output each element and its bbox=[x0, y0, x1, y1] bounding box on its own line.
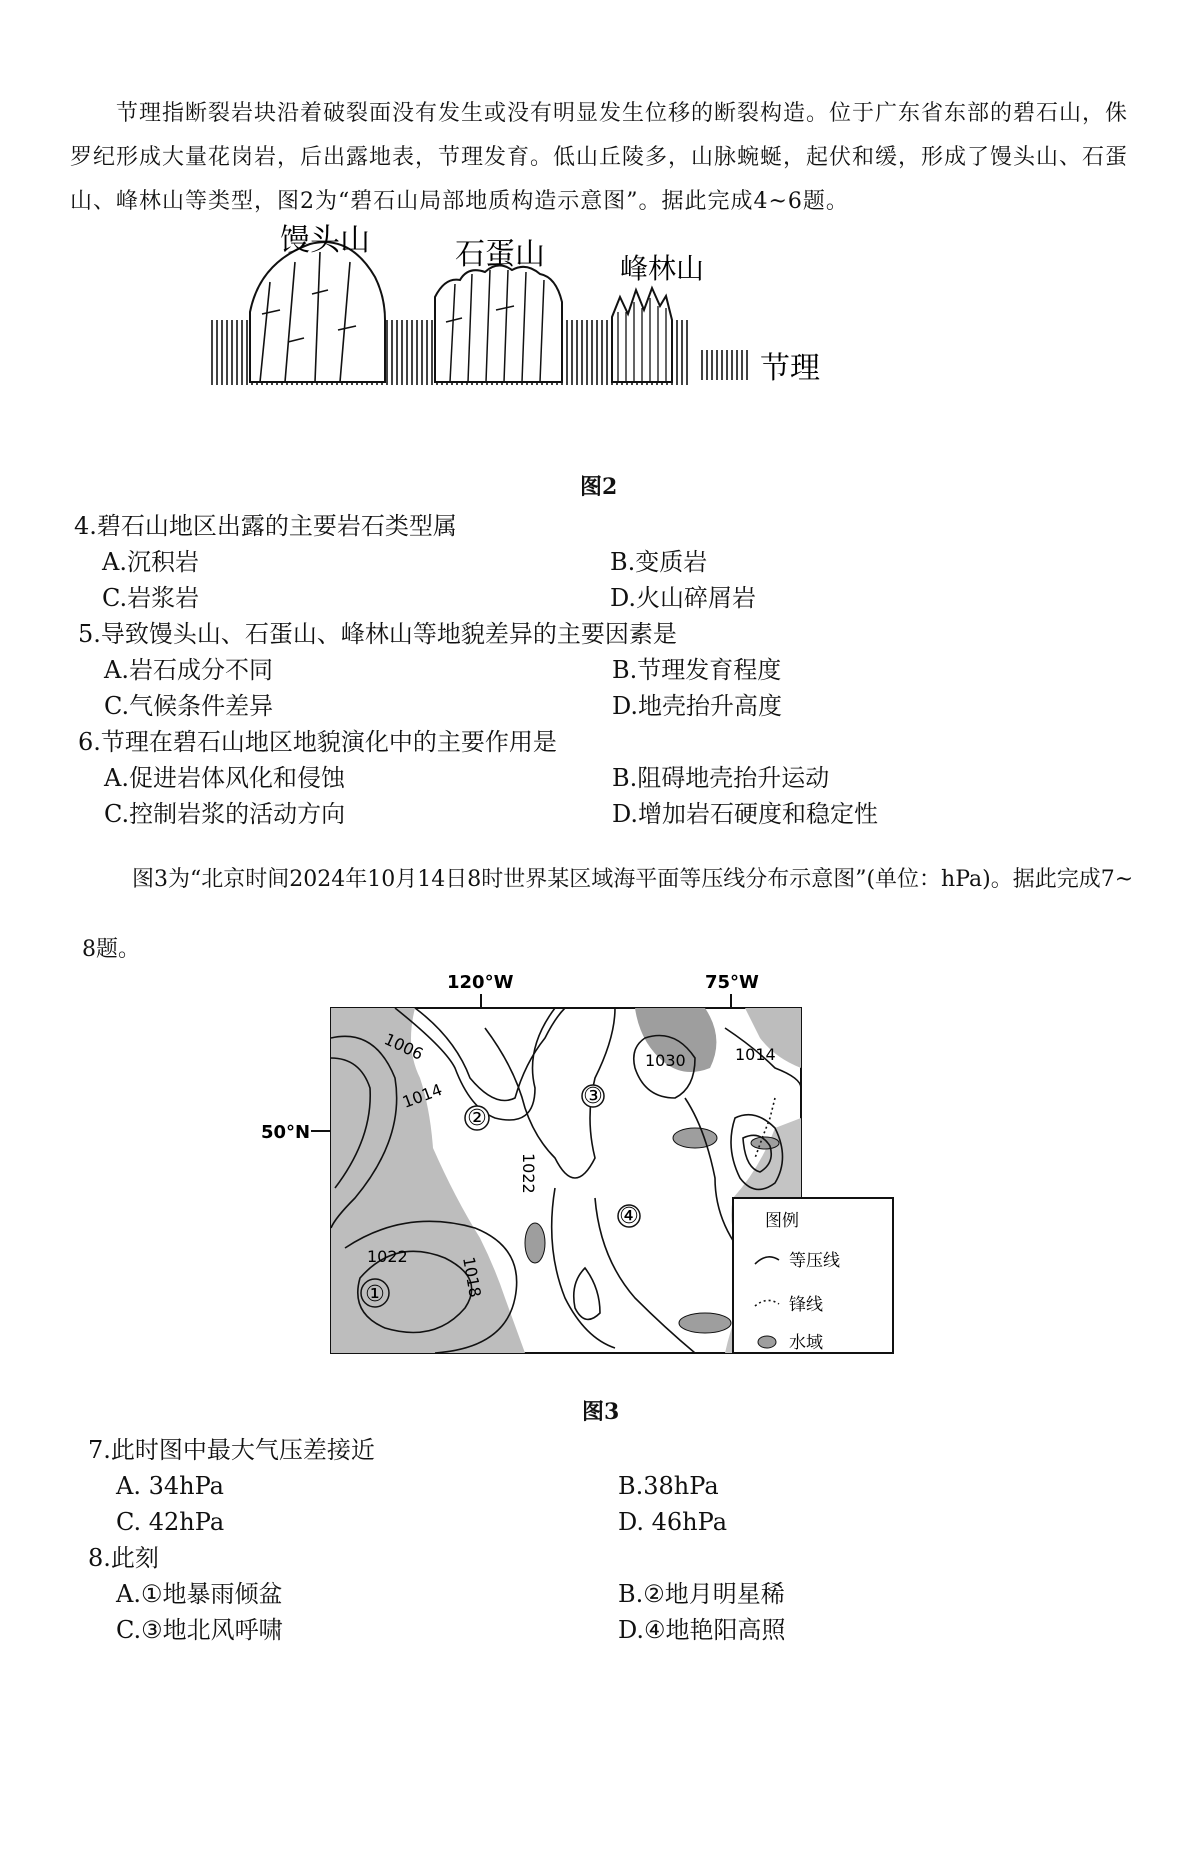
isobar-label-1006: 1006 bbox=[381, 1029, 427, 1064]
question-6-option-d[interactable]: D.增加岩石硬度和稳定性 bbox=[612, 800, 879, 828]
question-5-option-b[interactable]: B.节理发育程度 bbox=[612, 656, 782, 684]
legend-isobar-label: 等压线 bbox=[789, 1251, 840, 1271]
question-7-option-a[interactable]: A. 34hPa bbox=[116, 1472, 224, 1500]
label-shidan: 石蛋山 bbox=[455, 237, 545, 272]
legend-joint-label: 节理 bbox=[760, 351, 820, 386]
question-7-option-b[interactable]: B.38hPa bbox=[618, 1472, 719, 1500]
question-4-option-d[interactable]: D.火山碎屑岩 bbox=[610, 584, 757, 612]
passage-2-line-1: 图3为“北京时间2024年10月14日8时世界某区域海平面等压线分布示意图”(单位：hPa)。据此完成7~ bbox=[132, 867, 1134, 892]
question-4-stem: 4.碧石山地区出露的主要岩石类型属 bbox=[74, 512, 457, 540]
question-4-option-a[interactable]: A.沉积岩 bbox=[102, 548, 199, 576]
figure-3-caption: 图3 bbox=[582, 1399, 620, 1425]
isobar-label-1022-center: 1022 bbox=[519, 1153, 538, 1194]
isobar-label-1014-west: 1014 bbox=[399, 1079, 445, 1112]
question-4-option-c[interactable]: C.岩浆岩 bbox=[102, 584, 200, 612]
map-legend bbox=[733, 1198, 893, 1353]
passage-intro-1 bbox=[70, 92, 1130, 224]
figure-3-isobar-map bbox=[255, 968, 935, 1368]
question-6-option-a[interactable]: A.促进岩体风化和侵蚀 bbox=[104, 764, 345, 792]
legend-water-icon bbox=[758, 1336, 776, 1348]
question-8-option-a[interactable]: A.①地暴雨倾盆 bbox=[116, 1580, 283, 1608]
question-7-stem: 7.此时图中最大气压差接近 bbox=[88, 1436, 375, 1464]
isobar-label-1022-west: 1022 bbox=[367, 1247, 408, 1266]
question-5-option-c[interactable]: C.气候条件差异 bbox=[104, 692, 274, 720]
question-7-option-d[interactable]: D. 46hPa bbox=[618, 1508, 728, 1536]
legend-joint-swatch bbox=[700, 350, 750, 380]
passage-1-text: 节理指断裂岩块沿着破裂面没有发生或没有明显发生位移的断裂构造。位于广东省东部的碧石山，侏罗纪形成大量花岗岩，后出露地表，节理发育。低山丘陵多，山脉蜿蜒，起伏和缓，形成了馒头山、石蛋山、峰林山等类型，图2为“碧石山局部地质构造示意图”。据此完成4~6题。 bbox=[70, 101, 1129, 214]
isobar-label-1014-east: 1014 bbox=[735, 1045, 776, 1064]
lat-label-50n: 50°N bbox=[261, 1122, 311, 1143]
isobar-label-1030: 1030 bbox=[645, 1051, 686, 1070]
point-2: ② bbox=[467, 1106, 487, 1131]
great-lakes bbox=[673, 1128, 717, 1148]
lon-label-75w: 75°W bbox=[705, 972, 759, 993]
lon-label-120w: 120°W bbox=[447, 972, 514, 993]
point-1: ① bbox=[365, 1282, 385, 1307]
isobar-label-1018: 1018 bbox=[459, 1255, 485, 1299]
question-5-stem: 5.导致馒头山、石蛋山、峰林山等地貌差异的主要因素是 bbox=[78, 620, 677, 648]
label-fenglin: 峰林山 bbox=[620, 252, 705, 285]
point-3: ③ bbox=[583, 1084, 603, 1109]
question-8-option-c[interactable]: C.③地北风呼啸 bbox=[116, 1616, 283, 1644]
question-5-option-a[interactable]: A.岩石成分不同 bbox=[104, 656, 273, 684]
legend-title: 图例 bbox=[765, 1211, 799, 1231]
question-6-option-c[interactable]: C.控制岩浆的活动方向 bbox=[104, 800, 346, 828]
question-8-stem: 8.此刻 bbox=[88, 1544, 159, 1572]
point-4: ④ bbox=[619, 1204, 639, 1229]
question-6-option-b[interactable]: B.阻碍地壳抬升运动 bbox=[612, 764, 830, 792]
legend-front-label: 锋线 bbox=[789, 1295, 823, 1315]
figure-2-geology-diagram bbox=[200, 222, 840, 437]
question-6-stem: 6.节理在碧石山地区地貌演化中的主要作用是 bbox=[78, 728, 557, 756]
passage-2-line-2: 8题。 bbox=[82, 937, 140, 962]
question-8-option-d[interactable]: D.④地艳阳高照 bbox=[618, 1616, 786, 1644]
label-mantou: 馒头山 bbox=[280, 223, 370, 258]
question-8-option-b[interactable]: B.②地月明星稀 bbox=[618, 1580, 785, 1608]
question-7-option-c[interactable]: C. 42hPa bbox=[116, 1508, 225, 1536]
question-4-option-b[interactable]: B.变质岩 bbox=[610, 548, 708, 576]
figure-2-caption: 图2 bbox=[580, 474, 618, 500]
question-5-option-d[interactable]: D.地壳抬升高度 bbox=[612, 692, 783, 720]
legend-water-label: 水域 bbox=[789, 1333, 823, 1353]
